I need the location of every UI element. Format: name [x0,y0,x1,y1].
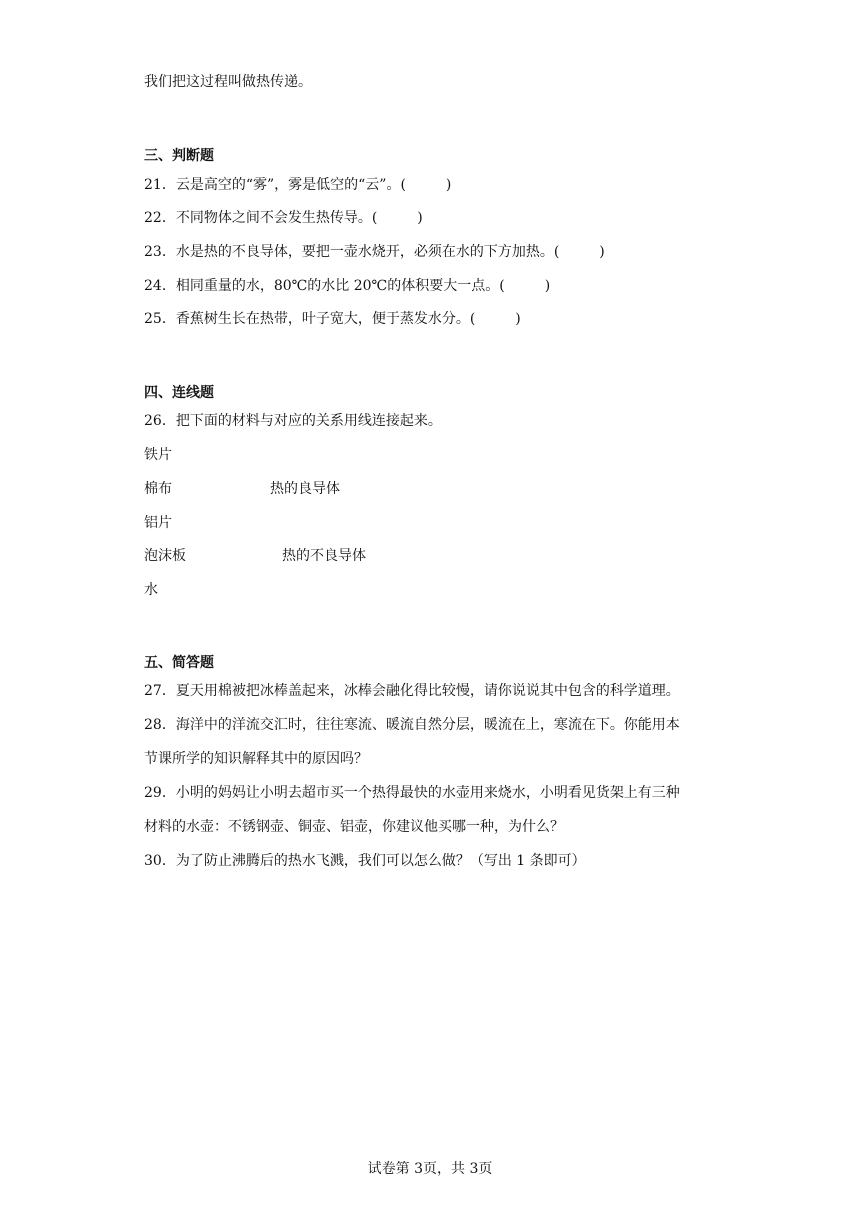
material-item: 泡沫板 [144,548,186,564]
question-close: ) [599,244,605,260]
question-text: 25．香蕉树生长在热带，叶子宽大，便于蒸发水分。( [144,311,476,327]
question-close: ) [544,278,551,294]
question-text: 23．水是热的不良导体，要把一壶水烧开，必须在水的下方加热。( [144,244,560,260]
category-good-conductor: 热的良导体 [270,481,340,497]
question-22 [144,208,423,228]
material-item: 棉布 [144,481,172,497]
material-item: 铝片 [144,515,172,531]
question-text: 22．不同物体之间不会发生热传导。( [144,210,378,226]
section-heading-judgement: 三、判断题 [144,148,214,164]
material-item: 水 [144,582,158,598]
question-24 [144,276,550,296]
question-21 [144,175,451,195]
question-25 [144,309,521,329]
question-29-continued: 材料的水壶：不锈钢壶、铜壶、铝壶，你建议他买哪一种，为什么？ [144,819,564,835]
question-text: 21．云是高空的“雾”，雾是低空的“云”。( [144,177,406,193]
material-item: 铁片 [144,447,172,463]
intro-text: 我们把这过程叫做热传递。 [144,74,312,90]
section-heading-matching: 四、连线题 [144,385,214,401]
question-close: ) [515,311,521,327]
question-27: 27．夏天用棉被把冰棒盖起来，冰棒会融化得比较慢，请你说说其中包含的科学道理。 [144,683,680,699]
question-28-continued: 节课所学的知识解释其中的原因吗？ [144,751,368,767]
section-heading-short-answer: 五、简答题 [144,655,214,671]
category-poor-conductor: 热的不良导体 [282,548,366,564]
question-23 [144,242,605,262]
page-footer: 试卷第 3页，共 3页 [367,1161,493,1177]
question-30: 30．为了防止沸腾后的热水飞溅，我们可以怎么做？（写出 1 条即可） [144,853,586,869]
question-close: ) [417,210,423,226]
question-29: 29．小明的妈妈让小明去超市买一个热得最快的水壶用来烧水，小明看见货架上有三种 [144,785,680,801]
question-text: 24．相同重量的水，80℃的水比 20℃的体积要大一点。( [144,278,505,294]
question-28: 28．海洋中的洋流交汇时，往往寒流、暖流自然分层，暖流在上，寒流在下。你能用本 [144,717,680,733]
question-26: 26．把下面的材料与对应的关系用线连接起来。 [144,413,442,429]
question-close: ) [445,177,452,193]
